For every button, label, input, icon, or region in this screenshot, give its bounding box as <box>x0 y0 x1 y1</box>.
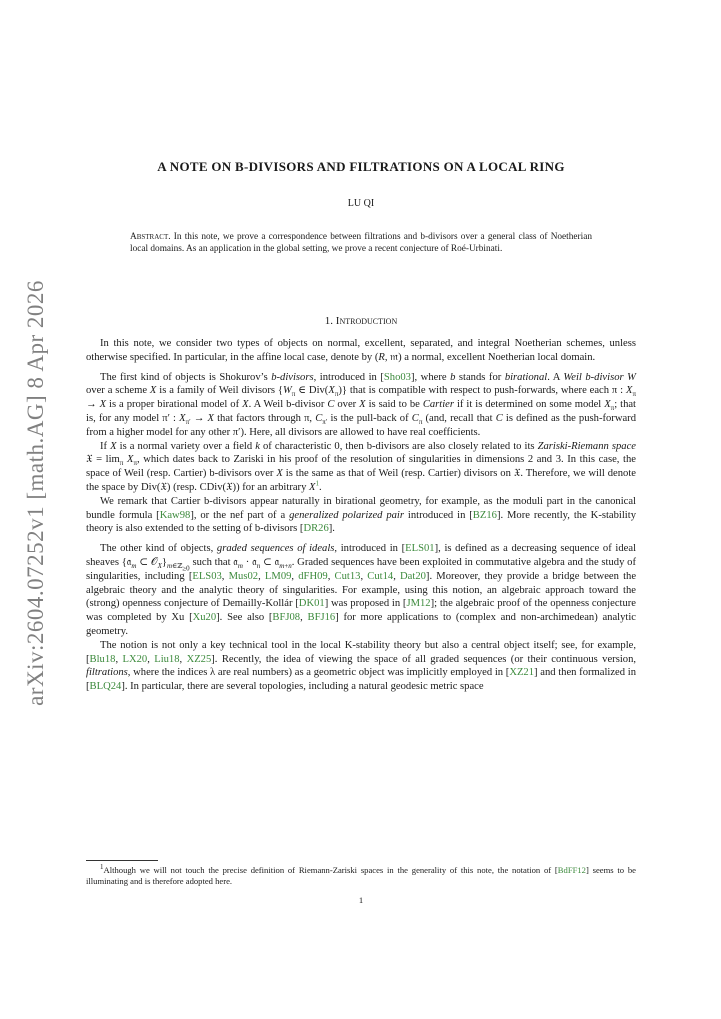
footnote-text: seems to be illuminating and is therefore adopted here. <box>86 865 636 886</box>
footnote-rule <box>86 860 158 861</box>
citation-link[interactable]: ELS01 <box>405 543 435 555</box>
citation-link[interactable]: LM09 <box>264 570 292 582</box>
citation-link[interactable]: Cut14 <box>367 570 394 582</box>
citation-link[interactable]: BdFF12 <box>557 865 586 875</box>
abstract <box>130 232 592 255</box>
paper-author: LU QI <box>347 198 375 209</box>
paragraph: We remark that Cartier b-divisors appear naturally in birational geometry, for example, as the moduli part in the canonical bundle formula [Kaw98], or the nef part of a generalized polarized pair introduced in [BZ16]. More recently, the K-stability theory is also extended to the setting of b-divisors [DR26]. <box>86 495 636 535</box>
arxiv-identifier: arXiv:2604.07252v1 [math.AG] 8 Apr 2026 <box>23 280 48 706</box>
paragraph: The notion is not only a key technical tool in the local K-stability theory but also a central object itself; see, for example, [Blu18, LX20, Liu18, XZ25]. Recently, the idea of viewing the space of all graded sequences (or their continuous version, filtrations, where the indices λ are real numbers) as a geometric object was implicitly employed in [XZ21] and then formalized in [BLQ24]. In particular, there are several topologies, including a natural geodesic metric space <box>86 639 637 693</box>
abstract-label: Abstract. <box>130 232 171 242</box>
citation-link[interactable]: BZ16 <box>472 509 497 521</box>
citation-link[interactable]: XZ21 <box>509 667 535 679</box>
section-heading <box>86 315 636 327</box>
citation-link[interactable]: Xu20 <box>192 612 217 624</box>
citation-link[interactable]: DK01 <box>298 598 325 610</box>
citation-link[interactable]: BFJ08 <box>272 612 301 624</box>
paragraph: In this note, we consider two types of objects on normal, excellent, separated, and integral Noetherian schemes, unless otherwise specified. In particular, in the affine local case, denote by (R, 𝔪) a normal, excellent Noetherian local domain. <box>86 338 636 363</box>
citation-link[interactable]: ELS03 <box>192 570 222 582</box>
paragraph: If X is a normal variety over a field k of characteristic 0, then b-divisors are also closely related to its Zariski-Riemann space 𝔛 = $\lim_\pi X_\pi$, which dates back to Zariski in his proof of the resolution of singularities in dimensions 2 and 3. In this case, the space of Weil (resp. Cartier) b-divisors over X is the same as that of Weil (resp. Cartier) divisors on 𝔛. Therefore, we will denote the space by Div(𝔛) (resp. CDiv(𝔛)) for an arbitrary X$^1$. <box>86 440 636 493</box>
citation-link[interactable]: dFH09 <box>298 570 328 582</box>
citation-link[interactable]: Blu18 <box>89 653 116 665</box>
abstract-text: In this note, we prove a correspondence between filtrations and b-divisors over a general class of Noetherian local domains. As an application in the global setting, we prove a recent conjecture of Roé-Urbinati. <box>130 232 592 254</box>
paper-title: A NOTE ON B-DIVISORS AND FILTRATIONS ON A LOCAL RING <box>157 159 565 174</box>
section-name: Introduction <box>335 315 398 327</box>
page-number: 1 <box>358 895 364 905</box>
paper-body <box>86 337 636 694</box>
citation-link[interactable]: Liu18 <box>154 653 180 665</box>
footnote-ref[interactable]: 1 <box>315 479 320 488</box>
section-number: 1. <box>324 315 334 327</box>
footnote-text: Although we will not touch the precise definition of Riemann-Zariski spaces in the generality of this note, the notation of <box>103 865 555 875</box>
citation-link[interactable]: BFJ16 <box>307 612 336 624</box>
citation-link[interactable]: Cut13 <box>334 570 361 582</box>
paragraph: The first kind of objects is Shokurov’s b-divisors, introduced in [Sho03], where b stands for birational. A Weil b-divisor W over a scheme X is a family of Weil divisors {$W_\pi$ ∈ $Div(X_\pi)$} that is compatible with respect to push-forwards, where each π : $X_\pi \to X$ is a proper birational model of X. A Weil b-divisor C over X is said to be Cartier if it is determined on some model $X_\pi$; that is, for any model π′ : $X_{\pi'} \to X$ that factors through π, $C_{\pi'}$ is the pull-back of $C_\pi$ (and, recall that C is defined as the push-forward from a higher model for any other π′). Here, all divisors are allowed to have real coefficients. <box>86 371 637 438</box>
footnote-mark: 1 <box>100 863 104 872</box>
arxiv-sidebar-stamp <box>18 280 54 706</box>
citation-link[interactable]: Mus02 <box>228 570 259 582</box>
citation-link[interactable]: XZ25 <box>186 653 212 665</box>
citation-link[interactable]: JM12 <box>406 598 431 610</box>
citation-link[interactable]: Dat20 <box>400 570 426 582</box>
paragraph: The other kind of objects, graded sequences of ideals, introduced in [ELS01], is defined as a decreasing sequence of ideal sheaves {𝔞$_m$ ⊂ $𝒪_X\}_{m\in ℤ_{\ge 0}}$ such that 𝔞$_m$ · 𝔞$_n$ ⊂ 𝔞$_{m+n}$. Graded sequences have been exploited in commutative algebra and the study of singularities, including [ELS03, Mus02, LM09, dFH09, Cut13, Cut14, Dat20]. Moreover, they provide a bridge between the algebraic theory and the analytic theory of singularities. For example, using this notion, an algebraic approach toward the (strong) openness conjecture of Demailly-Kollár [DK01] was proposed in [JM12]; the algebraic proof of the openness conjecture was completed by Xu [Xu20]. See also [BFJ08, BFJ16] for more applications to (complex and non-archimedean) analytic geometry. <box>86 543 637 637</box>
citation-link[interactable]: BLQ24 <box>89 681 122 693</box>
footnote: $^1$Although we will not touch the precise definition of Riemann-Zariski spaces in the generality of this note, the notation of [BdFF12] seems to be illuminating and is therefore adopted here. <box>86 863 636 886</box>
citation-link[interactable]: DR26 <box>303 523 329 535</box>
citation-link[interactable]: LX20 <box>122 653 148 665</box>
citation-link[interactable]: Sho03 <box>383 371 411 383</box>
citation-link[interactable]: Kaw98 <box>159 509 191 521</box>
